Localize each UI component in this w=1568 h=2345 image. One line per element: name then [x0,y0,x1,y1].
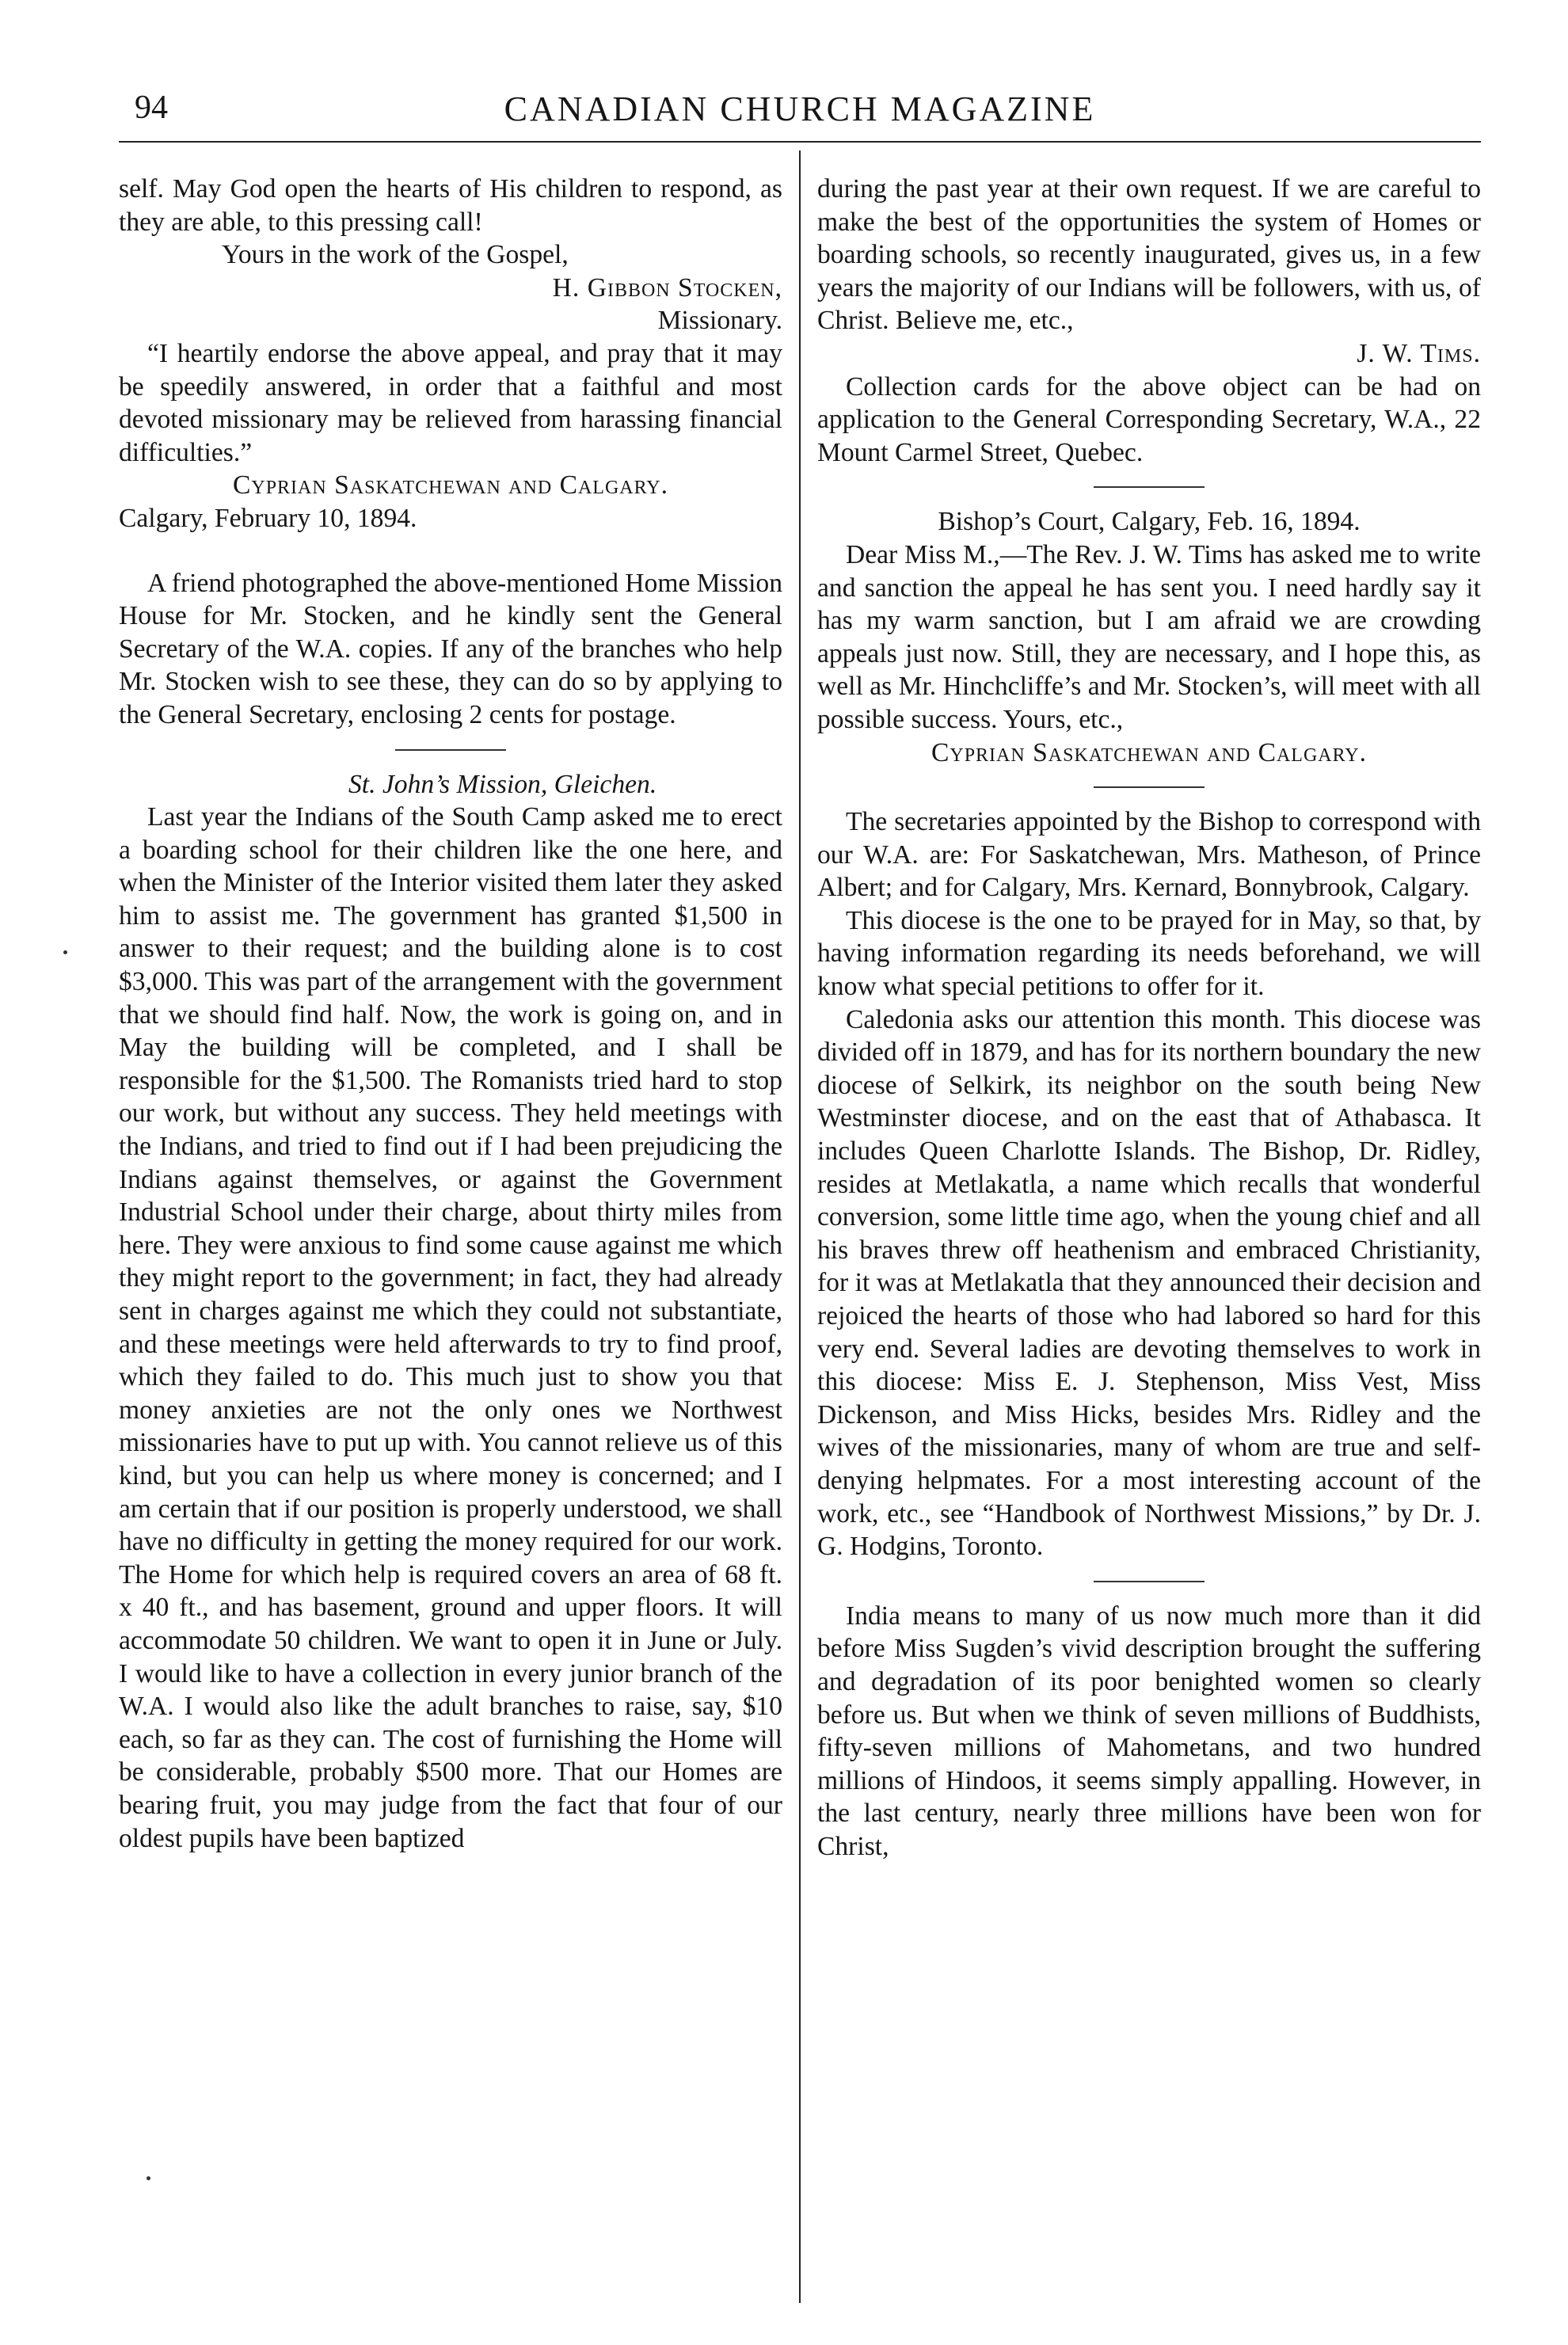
column-divider [799,150,801,2303]
mission-letter-continued: during the past year at their own request. If we are careful to make the best of the opportunities the system of Homes or boarding schools, so recently inaugurated, gives us, in a few years the majority of our Indians will be followers, with us, of Christ. Believe me, etc., [817,174,1481,336]
header-rule [119,141,1481,143]
page-header [119,89,1481,144]
friend-note: A friend photographed the above-mentioned Home Mission House for Mr. Stocken, and he kindly sent the General Secretary of the W.A. copies. If any of the branches who help Mr. Stocken wish to see these, they can do so by applying to the General Secretary, enclosing 2 cents for postage. [119,568,782,729]
mission-letter: Last year the Indians of the South Camp asked me to erect a boarding school for their children like the one here, and when the Minister of the Interior visited them later they asked him to assist me. The government has granted $1,500 in answer to their request; and the building alone is to cost $3,000. This was part of the arrangement with the government that we should find half. Now, the work is going on, and in May the building will be completed, and I shall be responsible for the $1,500. The Romanists tried hard to stop our work, but without any success. They held meetings with the Indians, and tried to find out if I had been prejudicing the Indians against themselves, or against the Government Industrial School under their charge, about thirty miles from here. They were anxious to find some cause against me which they might report to the government; in fact, they had already sent in charges against me which they could not substantiate, and these meetings were held afterwards to try to find proof, which they failed to do. This much just to show you that money anxieties are not the only ones we Northwest missionaries have to put up with. You cannot relieve us of this kind, but you can help us where money is concerned; and I am certain that if our position is properly understood, we shall have no difficulty in getting the money required for our work. The Home for which help is required covers an area of 68 ft. x 40 ft., and has basement, ground and upper floors. It will accommodate 50 children. We want to open it in June or July. I would like to have a collection in every junior branch of the W.A. I would also like the adult branches to raise, say, $10 each, so far as they can. The cost of furnishing the Home will be considerable, probably $500 more. That our Homes are bearing fruit, you may judge from the fact that four of our oldest pupils have been baptized [119,802,782,1853]
appeal-ending: self. May God open the hearts of His children to respond, as they are able, to this pressing call! [119,174,782,237]
secretaries-paragraph: The secretaries appointed by the Bishop to correspond with our W.A. are: For Saskatchewan, Mrs. Matheson, of Prince Albert; and for Calgary, Mrs. Kernard, Bonnybrook, Calgary. [817,807,1481,903]
page-number: 94 [135,89,168,126]
spacer [119,535,782,567]
appeal-signature: H. Gibbon Stocken, [552,272,782,303]
endorsement-dateline: Calgary, February 10, 1894. [119,503,417,533]
mission-heading: St. John’s Mission, Gleichen. [348,769,657,799]
bishop-letter-signature: Cyprian Saskatchewan and Calgary. [931,737,1368,767]
appeal-closing: Yours in the work of the Gospel, [222,240,569,270]
separator-rule [1094,486,1205,488]
running-title: CANADIAN CHURCH MAGAZINE [504,89,1096,128]
mission-signature: J. W. Tims. [1357,338,1481,368]
india-paragraph: India means to many of us now much more than it did before Miss Sugden’s vivid description brought the suffering and degradation of its poor benighted women so clearly before us. But when we think of seven millions of Buddhists, fifty-seven millions of Mahometans, and two hundred millions of Hindoos, it seems simply appalling. However, in the last century, nearly three millions have been won for Christ, [817,1601,1481,1861]
separator-rule [1094,1581,1205,1582]
bishop-letter-text: Dear Miss M.,—The Rev. J. W. Tims has asked me to write and sanction the appeal he has sent you. I need hardly say it has my warm sanction, but I am afraid we are crowding appeals just now. Still, they are necessary, and I hope this, as well as Mr. Hinchcliffe’s and Mr. Stocken’s, will meet with all possible success. Yours, etc., [817,539,1481,734]
right-column [817,173,1481,1863]
diocese-prayer-paragraph: This diocese is the one to be prayed for in May, so that, by having information regarding its needs beforehand, we will know what special petitions to offer for it. [817,905,1481,1002]
bishop-letter-dateline: Bishop’s Court, Calgary, Feb. 16, 1894. [938,507,1361,537]
appeal-signature-title: Missionary. [657,306,782,336]
collection-cards-note: Collection cards for the above object can be had on application to the General Corresponding Secretary, W.A., 22 Mount Carmel Street, Quebec. [817,371,1481,467]
print-speck [147,2176,150,2180]
endorsement-text: “I heartily endorse the above appeal, and pray that it may be speedily answered, in order that a faithful and most devoted missionary may be relieved from harassing financial difficulties.” [119,338,782,467]
caledonia-paragraph: Caledonia asks our attention this month. This diocese was divided off in 1879, and has for its northern boundary the new diocese of Selkirk, its neighbor on the south being New Westminster diocese, and on the east that of Athabasca. It includes Queen Charlotte Islands. The Bishop, Dr. Ridley, resides at Metlakatla, a name which recalls that wonderful conversion, some little time ago, when the young chief and all his braves threw off heathenism and embraced Christianity, for it was at Metlakatla that they announced their decision and rejoiced the hearts of those who had labored so hard for this very end. Several ladies are devoting themselves to work in this diocese: Miss E. J. Stephenson, Miss Vest, Miss Dickenson, and Miss Hicks, besides Mrs. Ridley and the wives of the missionaries, many of whom are true and self-denying helpmates. For a most interesting account of the work, etc., see “Handbook of Northwest Missions,” by Dr. J. G. Hodgins, Toronto. [817,1004,1481,1562]
print-speck [63,950,67,954]
separator-rule [395,749,506,751]
left-column [119,173,782,1855]
separator-rule [1094,786,1205,788]
endorsement-signature: Cyprian Saskatchewan and Calgary. [232,470,669,501]
